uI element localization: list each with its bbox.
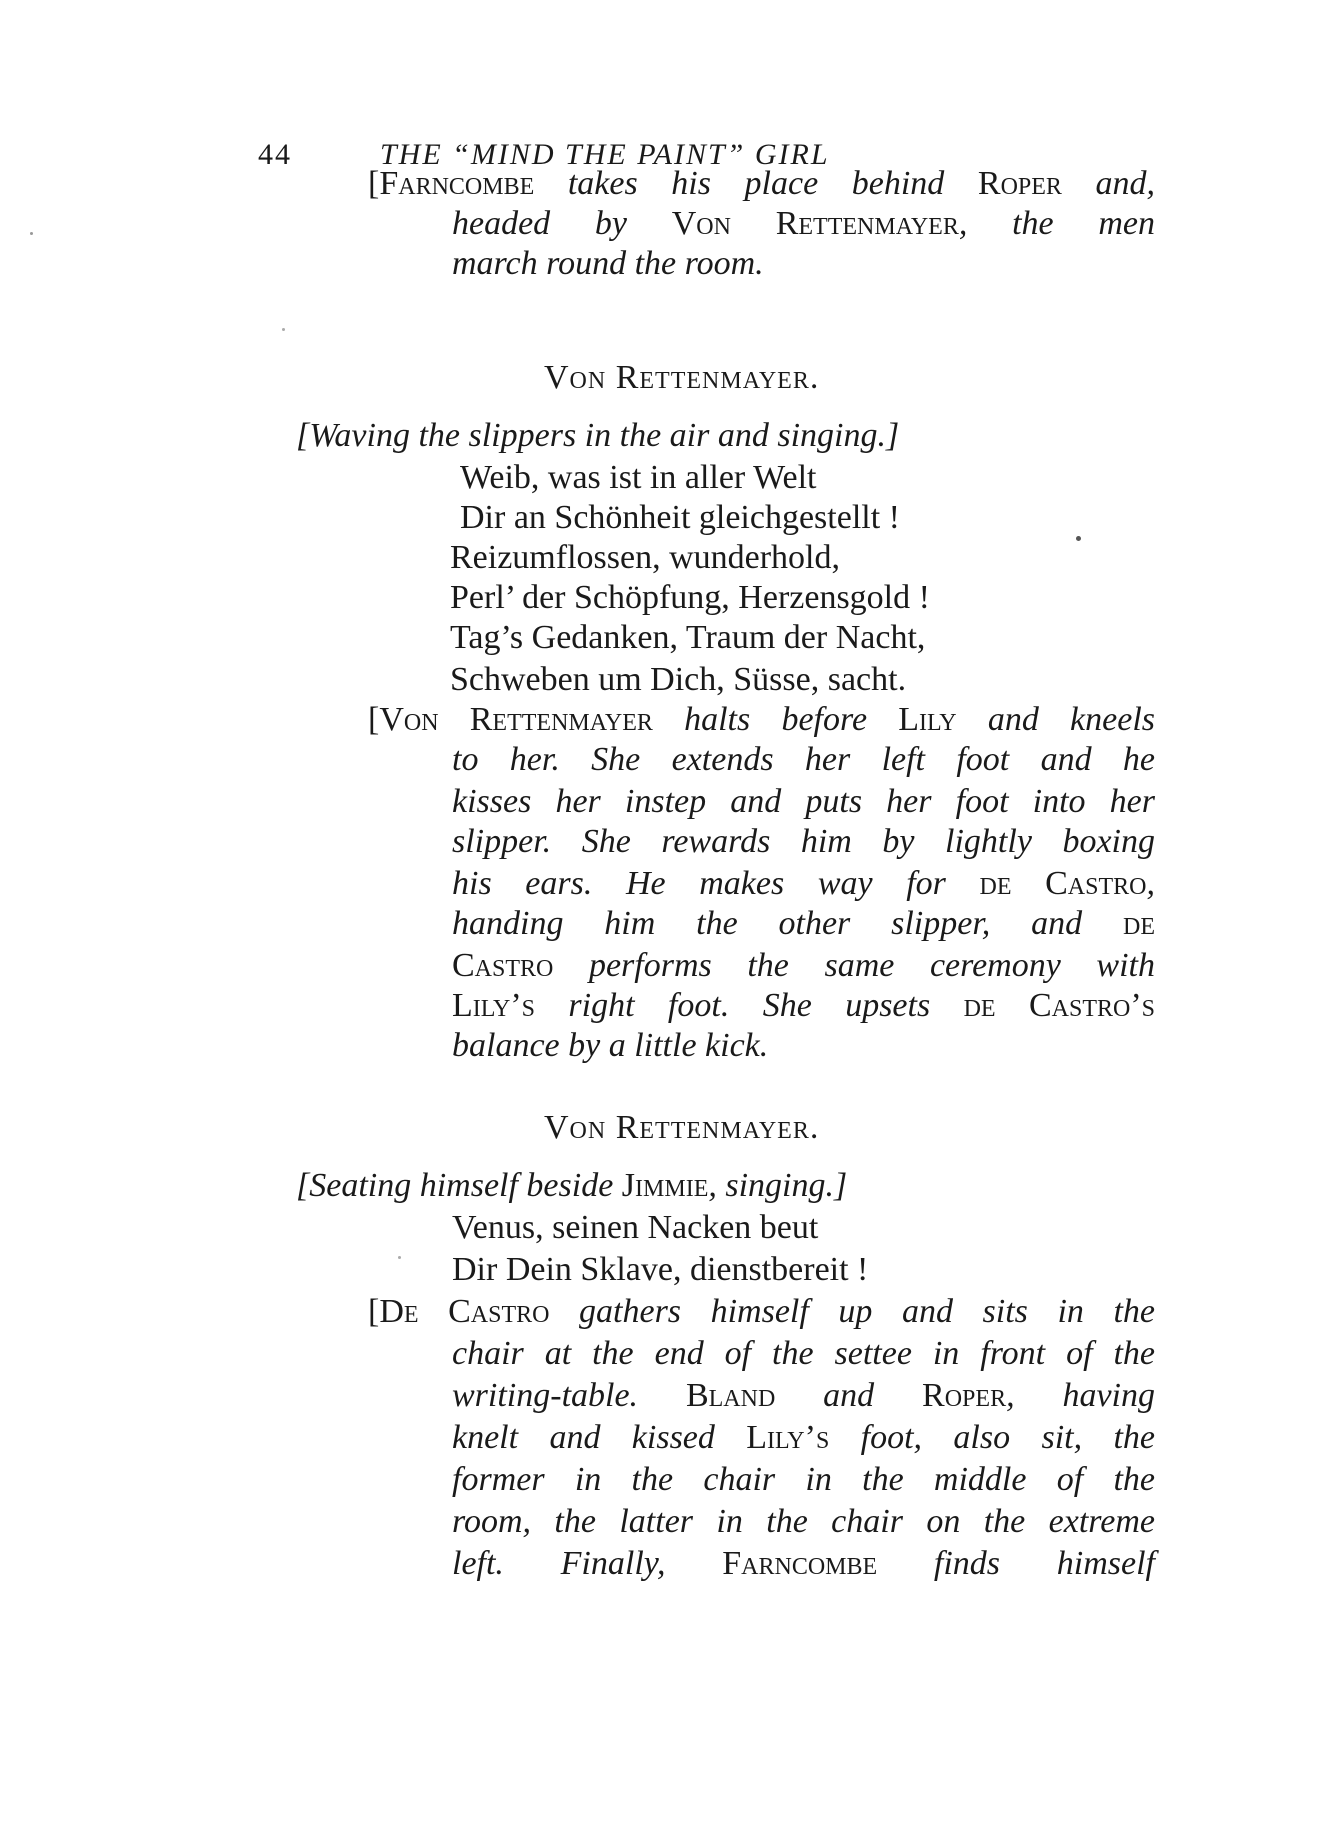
- stage-direction-line: handing him the other slipper, and de: [452, 905, 1155, 942]
- stage-direction-line: slipper. She rewards him by lightly boxing: [452, 823, 1155, 860]
- stage-direction-line: kisses her instep and puts her foot into her: [452, 783, 1155, 820]
- song-line: Schweben um Dich, Süsse, sacht.: [450, 661, 907, 698]
- stage-direction-line: [Seating himself beside Jimmie, singing.]: [296, 1167, 848, 1204]
- stage-direction-line: writing-table. Bland and Roper, having: [452, 1377, 1155, 1414]
- stage-direction-line: headed by Von Rettenmayer, the men: [452, 205, 1155, 242]
- stage-direction-line: his ears. He makes way for de Castro,: [452, 865, 1155, 902]
- song-line: Dir an Schönheit gleichgestellt !: [460, 499, 900, 536]
- stage-direction-line: to her. She extends her left foot and he: [452, 741, 1155, 778]
- stage-direction-line: [Farncombe takes his place behind Roper and,: [368, 165, 1156, 202]
- page-number: 44: [258, 138, 292, 171]
- stage-direction-line: former in the chair in the middle of the: [452, 1461, 1155, 1498]
- stage-direction-line: Lily’s right foot. She upsets de Castro’s: [452, 987, 1156, 1024]
- song-line: Perl’ der Schöpfung, Herzensgold !: [450, 579, 930, 616]
- song-line: Reizumflossen, wunderhold,: [450, 539, 840, 576]
- stage-direction-line: chair at the end of the settee in front of the: [452, 1335, 1155, 1372]
- song-line: Venus, seinen Nacken beut: [452, 1209, 819, 1246]
- song-line: Dir Dein Sklave, dienstbereit !: [452, 1251, 869, 1288]
- song-line: Weib, was ist in aller Welt: [460, 459, 817, 496]
- stage-direction-line: march round the room.: [452, 245, 764, 282]
- song-line: Tag’s Gedanken, Traum der Nacht,: [450, 619, 926, 656]
- ink-speck: [30, 232, 33, 235]
- stage-direction-line: [Von Rettenmayer halts before Lily and kneels: [368, 701, 1156, 738]
- ink-speck: [1076, 536, 1081, 541]
- stage-direction-line: left. Finally, Farncombe finds himself: [452, 1545, 1155, 1582]
- stage-direction-line: balance by a little kick.: [452, 1027, 769, 1064]
- speaker-name: Von Rettenmayer.: [544, 1109, 820, 1146]
- stage-direction-line: Castro performs the same ceremony with: [452, 947, 1155, 984]
- stage-direction-line: knelt and kissed Lily’s foot, also sit, the: [452, 1419, 1155, 1456]
- ink-speck: [282, 328, 285, 331]
- stage-direction-line: room, the latter in the chair on the extreme: [452, 1503, 1155, 1540]
- running-title: THE “MIND THE PAINT” GIRL: [380, 138, 830, 171]
- stage-direction-line: [De Castro gathers himself up and sits in the: [368, 1293, 1155, 1330]
- stage-direction-line: [Waving the slippers in the air and singing.]: [296, 417, 900, 454]
- speaker-name: Von Rettenmayer.: [544, 359, 820, 396]
- ink-speck: [398, 1256, 401, 1259]
